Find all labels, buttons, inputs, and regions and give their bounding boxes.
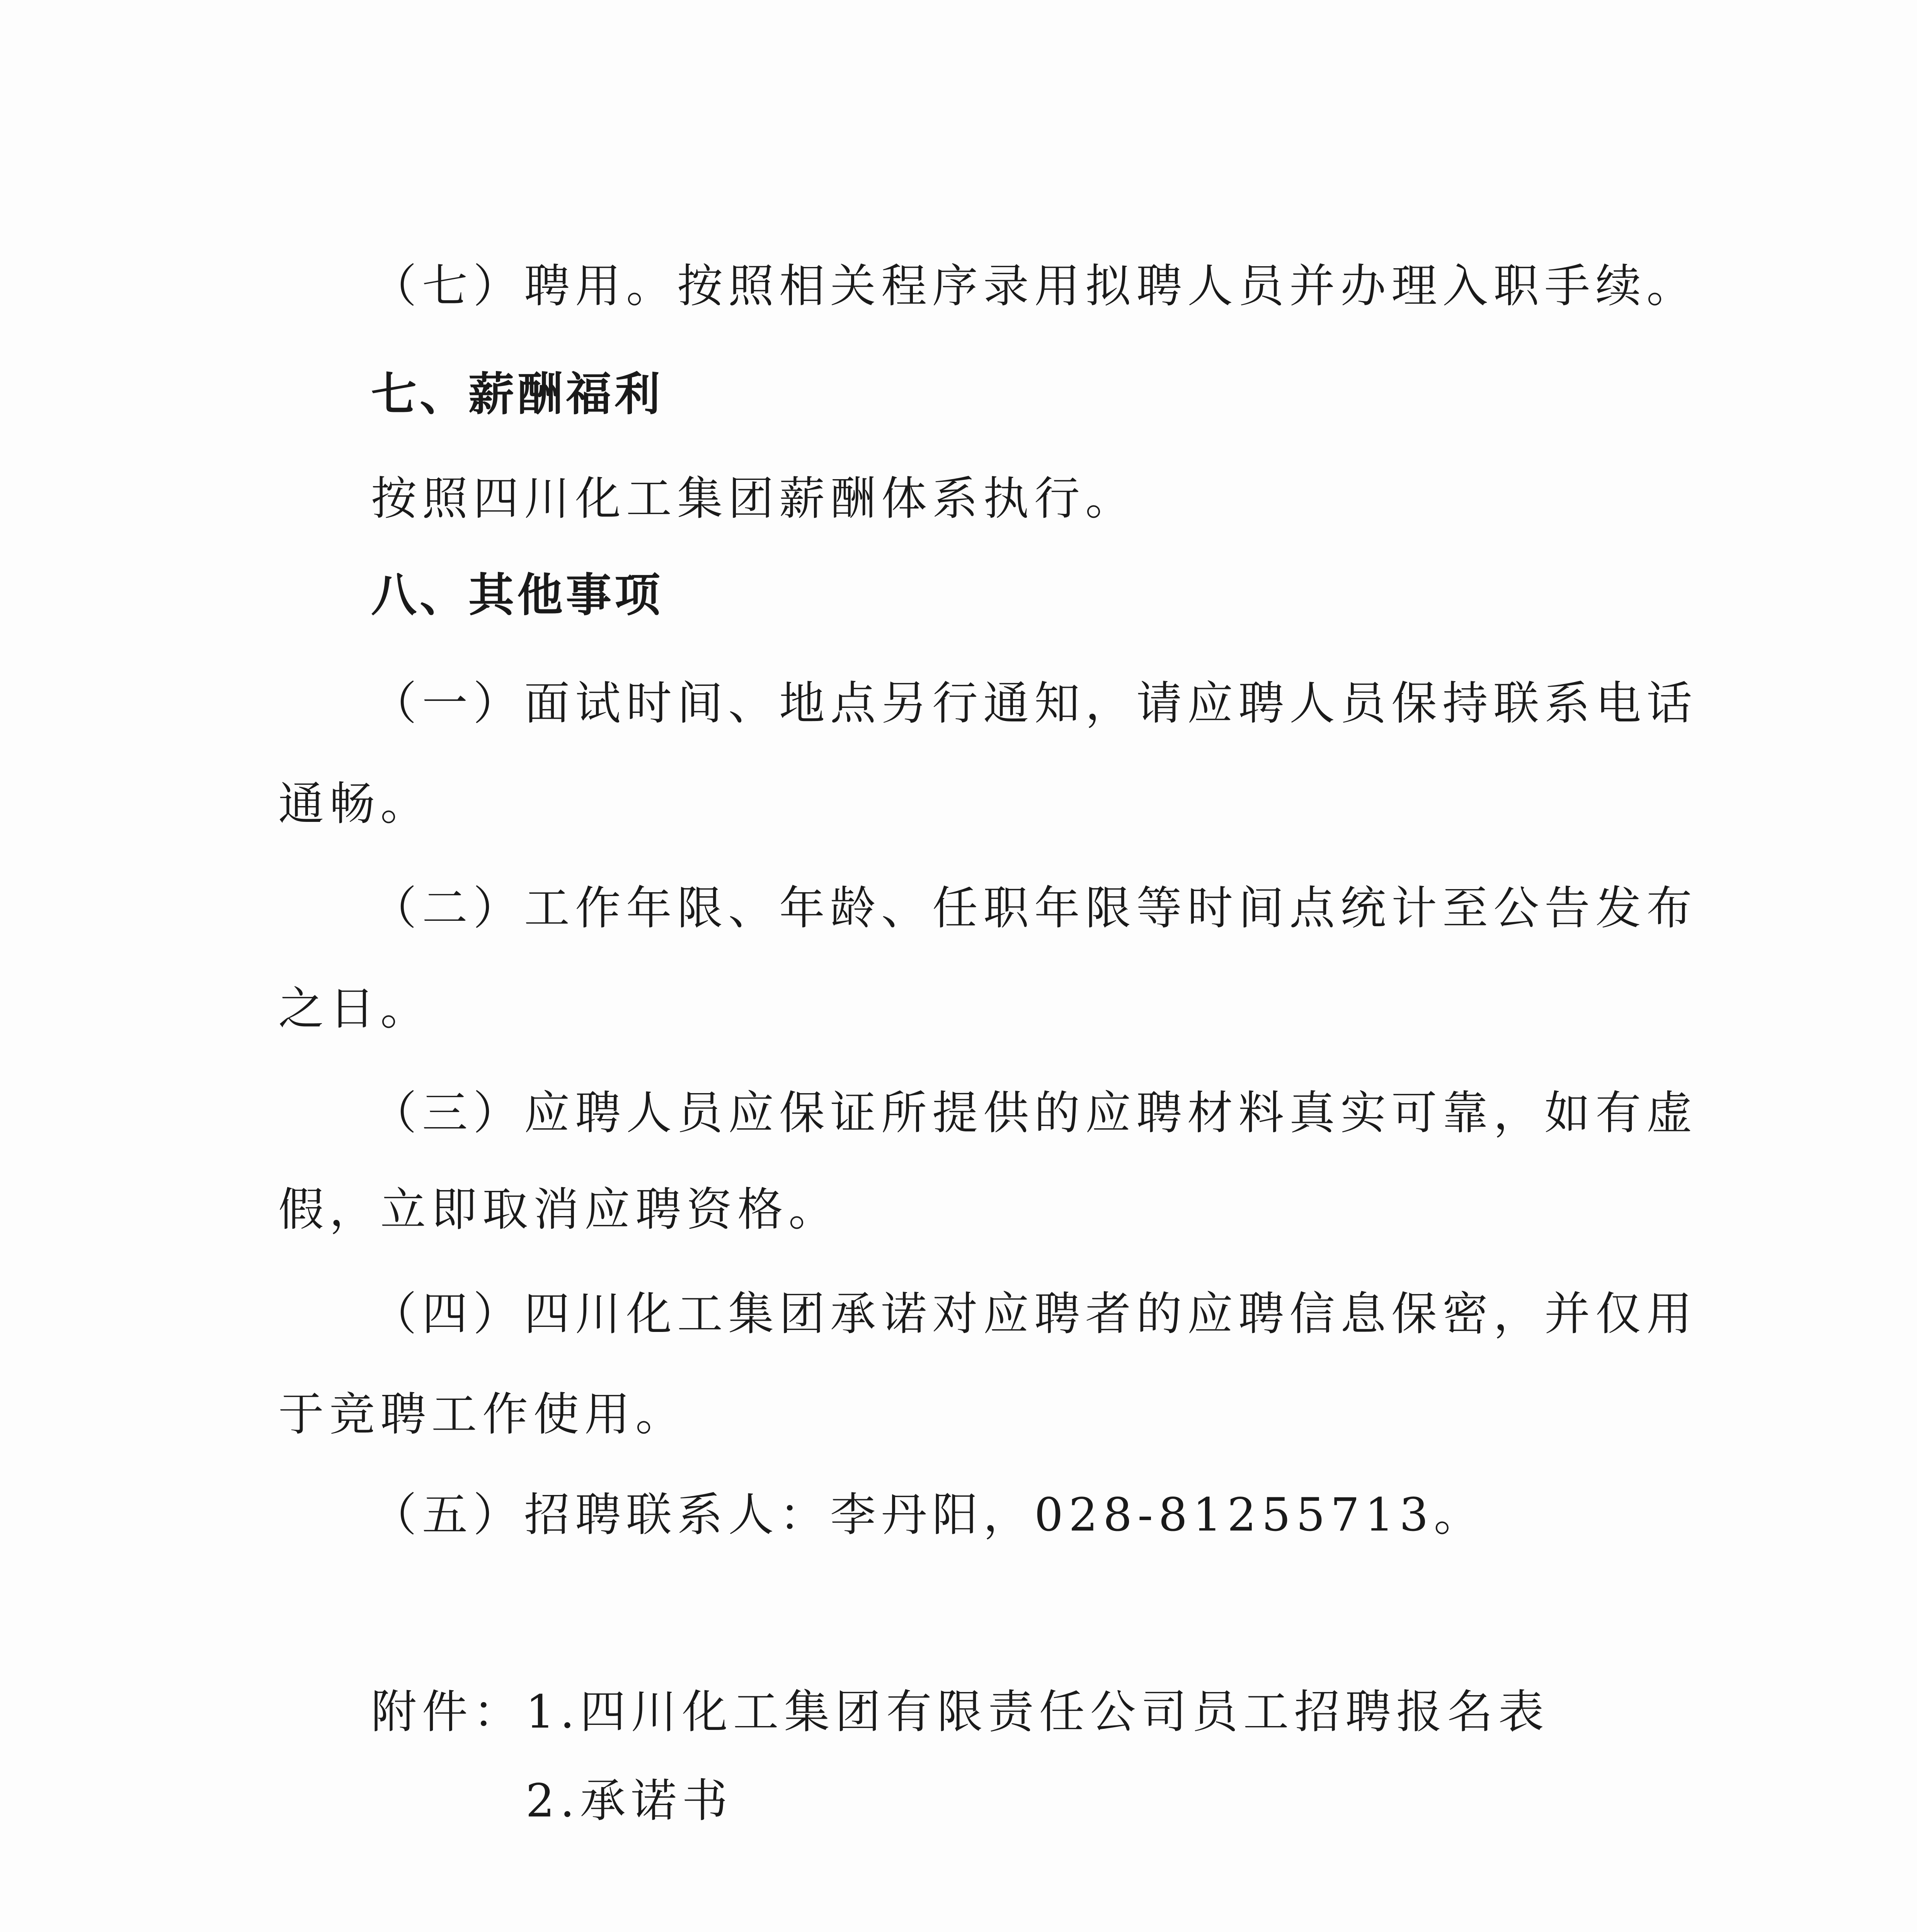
paragraph-other-4: （四）四川化工集团承诺对应聘者的应聘信息保密，并仅用 [371,1287,1698,1340]
paragraph-hiring: （七）聘用。按照相关程序录用拟聘人员并办理入职手续。 [371,259,1698,313]
paragraph-other-2: （二）工作年限、年龄、任职年限等时间点统计至公告发布 [371,881,1698,935]
attachments-label: 附件： [371,1685,524,1738]
paragraph-salary: 按照四川化工集团薪酬体系执行。 [371,472,1137,525]
section-heading-other: 八、其他事项 [371,568,664,622]
paragraph-other-3: （三）应聘人员应保证所提供的应聘材料真实可靠，如有虚 [371,1086,1698,1139]
attachment-item-1: 1.四川化工集团有限责任公司员工招聘报名表 [526,1685,1549,1738]
attachment-item-2: 2.承诺书 [526,1774,733,1827]
paragraph-other-1-cont: 通畅。 [278,777,432,830]
paragraph-other-2-cont: 之日。 [278,982,432,1035]
paragraph-other-4-cont: 于竞聘工作使用。 [278,1388,687,1441]
paragraph-other-3-cont: 假，立即取消应聘资格。 [278,1183,840,1236]
section-heading-salary: 七、薪酬福利 [371,367,664,421]
paragraph-other-1: （一）面试时间、地点另行通知，请应聘人员保持联系电话 [371,677,1698,730]
paragraph-other-5: （五）招聘联系人：李丹阳，028-81255713。 [371,1488,1485,1541]
